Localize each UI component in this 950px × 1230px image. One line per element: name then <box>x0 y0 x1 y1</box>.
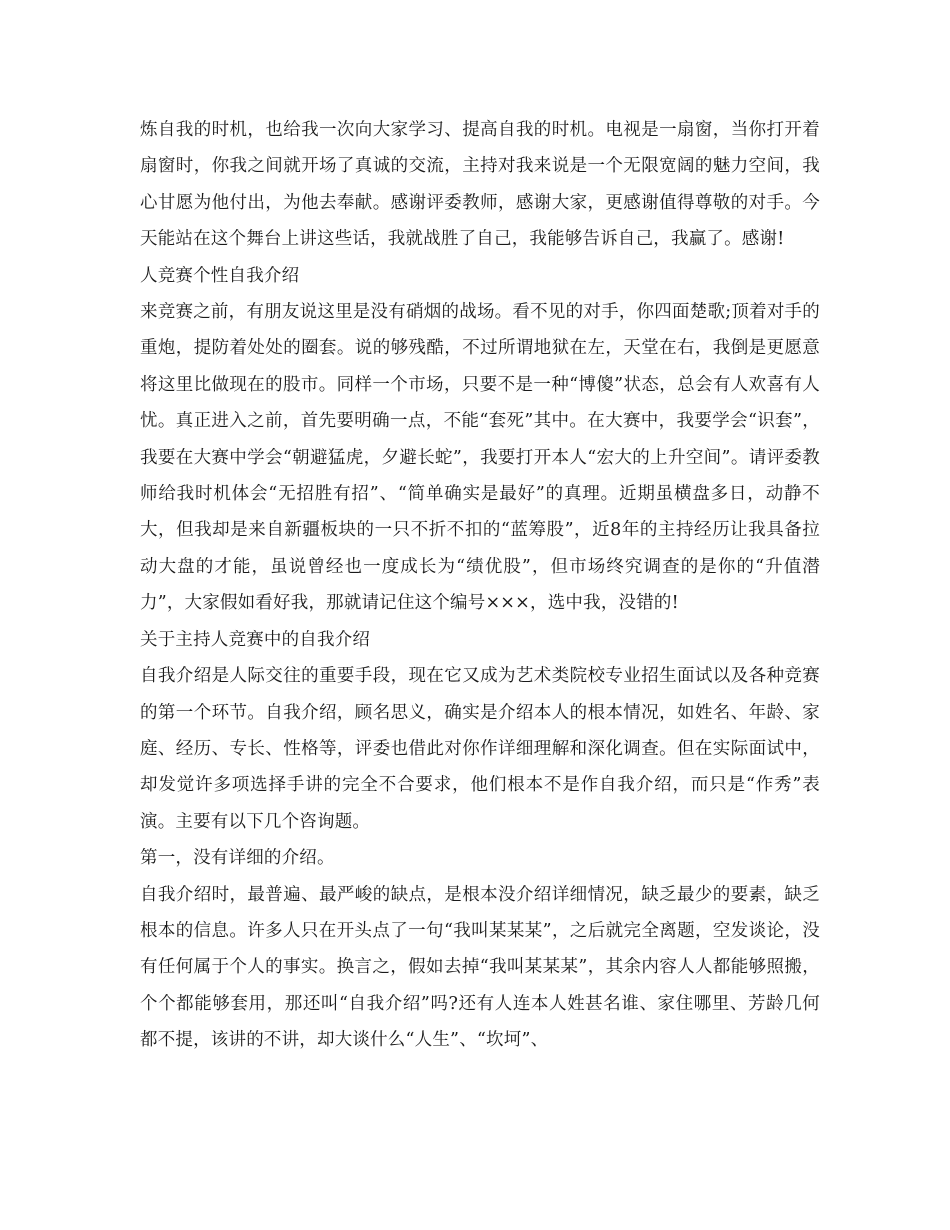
paragraph-closing-remarks: 炼自我的时机，也给我一次向大家学习、提高自我的时机。电视是一扇窗，当你打开着扇窗时，你我之间就开场了真诚的交流，主持对我来说是一个无限宽阔的魅力空间，我心甘愿为他付出，为他去奉献。感谢评委教师，感谢大家，更感谢值得尊敬的对手。今天能站在这个舞台上讲这些话，我就战胜了自己，我能够告诉自己，我赢了。感谢! <box>140 120 820 250</box>
section-heading-personal-intro: 人竞赛个性自我介绍 <box>140 265 300 286</box>
section-heading-host-competition-intro: 关于主持人竞赛中的自我介绍 <box>140 629 371 650</box>
paragraph-lack-of-details: 自我介绍时，最普遍、最严峻的缺点，是根本没介绍详细情况，缺乏最少的要素，缺乏根本的信息。许多人只在开头点了一句“我叫某某某”，之后就完全离题，空发谈论，没有任何属于个人的事实。换言之，假如去掉“我叫某某某”，其余内容人人都能够照搬，个个都能够套用，那还叫“自我介绍”吗?还有人连本人姓甚名谁、家住哪里、芳龄几何都不提，该讲的不讲，却大谈什么“人生”、“坎坷”、 <box>140 884 820 1051</box>
paragraph-self-intro-importance: 自我介绍是人际交往的重要手段，现在它又成为艺术类院校专业招生面试以及各种竞赛的第一个环节。自我介绍，顾名思义，确实是介绍本人的根本情况，如姓名、年龄、家庭、经历、专长、性格等，评委也借此对你作详细理解和深化调查。但在实际面试中，却发觉许多项选择手讲的完全不合要求，他们根本不是作自我介绍，而只是“作秀”表演。主要有以下几个咨询题。 <box>140 666 820 832</box>
section-heading-first-point: 第一，没有详细的介绍。 <box>140 848 335 869</box>
paragraph-stock-market-metaphor: 来竞赛之前，有朋友说这里是没有硝烟的战场。看不见的对手，你四面楚歌;顶着对手的重炮，提防着处处的圈套。说的够残酷，不过所谓地狱在左，天堂在右，我倒是更愿意将这里比做现在的股市。同样一个市场，只要不是一种“博傻”状态，总会有人欢喜有人忧。真正进入之前，首先要明确一点，不能“套死”其中。在大赛中，我要学会“识套”，我要在大赛中学会“朝避猛虎，夕避长蛇”，我要打开本人“宏大的上升空间”。请评委教师给我时机体会“无招胜有招”、“简单确实是最好”的真理。近期虽横盘多日，动静不大，但我却是来自新疆板块的一只不折不扣的“蓝筹股”，近8年的主持经历让我具备拉动大盘的才能，虽说曾经也一度成长为“绩优股”，但市场终究调查的是你的“升值潜力”，大家假如看好我，那就请记住这个编号×××，选中我，没错的! <box>140 302 820 614</box>
document-body <box>140 112 820 1059</box>
